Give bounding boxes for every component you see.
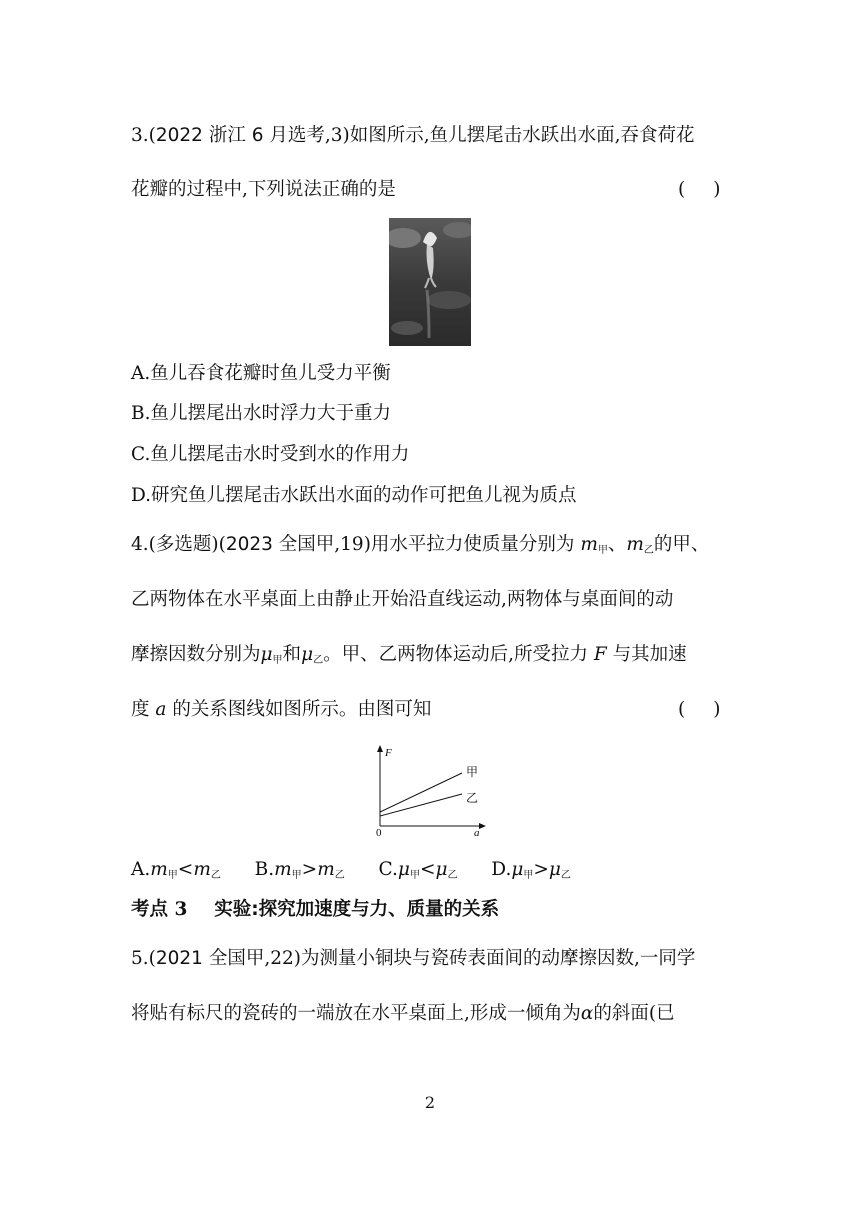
graph-label-f: F bbox=[385, 747, 392, 759]
graph-label-a: a bbox=[474, 827, 480, 838]
q3-option-b: B.鱼儿摆尾出水时浮力大于重力 bbox=[131, 403, 391, 424]
graph-label-origin: 0 bbox=[376, 827, 382, 838]
graph-line-jia bbox=[380, 773, 462, 812]
section-heading bbox=[131, 898, 499, 922]
q4-answer-parens: ( ) bbox=[678, 699, 721, 720]
q5-stem-line2: 将贴有标尺的瓷砖的一端放在水平桌面上,形成一倾角为α的斜面(已 bbox=[131, 1003, 675, 1024]
q4-option-d: $D.\mu_甲>\mu_乙$ bbox=[491, 859, 571, 881]
graph-line-yi bbox=[380, 794, 462, 816]
q5-stem-line1: 5.(2021 全国甲,22)为测量小铜块与瓷砖表面间的动摩擦因数,一同学 bbox=[131, 948, 696, 969]
q4-stem-line3: 摩擦因数分别为$\mu_甲$和$\mu_乙$。甲、乙两物体运动后,所受拉力 F 与其加速 bbox=[131, 644, 687, 666]
graph-y-arrow bbox=[377, 745, 383, 752]
q3-stem-line1 bbox=[131, 124, 695, 148]
graph-label-yi: 乙 bbox=[466, 791, 479, 805]
q4-option-a: $A.m_甲<m_乙$ bbox=[131, 859, 221, 881]
q4-stem-line1: 4.(多选题)(2023 全国甲,19)用水平拉力使质量分别为 $m_甲$、$m_乙$的甲、 bbox=[131, 534, 710, 556]
q3-answer-parens: ( ) bbox=[678, 179, 721, 200]
page-number: 2 bbox=[424, 1093, 436, 1112]
section-title: 实验:探究加速度与力、质量的关系 bbox=[214, 899, 500, 920]
q3-source: 2022 浙江 6 月选考 bbox=[155, 125, 325, 146]
q4-option-c: $C.\mu_甲<\mu_乙$ bbox=[378, 859, 458, 881]
q3-option-d: D.研究鱼儿摆尾击水跃出水面的动作可把鱼儿视为质点 bbox=[131, 485, 577, 506]
q3-option-a: A.鱼儿吞食花瓣时鱼儿受力平衡 bbox=[131, 363, 391, 384]
fish-lotus-photo bbox=[389, 218, 471, 346]
section-label: 考点 3 bbox=[131, 899, 188, 920]
graph-x-arrow bbox=[479, 823, 486, 829]
q4-stem-line2: 乙两物体在水平桌面上由静止开始沿直线运动,两物体与桌面间的动 bbox=[131, 589, 674, 610]
q3-option-c: C.鱼儿摆尾击水时受到水的作用力 bbox=[131, 444, 410, 465]
graph-label-jia: 甲 bbox=[466, 765, 479, 779]
q3-stem-line2: 花瓣的过程中,下列说法正确的是 bbox=[131, 179, 396, 200]
q4-stem-line4: 度 a 的关系图线如图所示。由图可知 bbox=[131, 699, 432, 720]
q4-option-b: $B.m_甲>m_乙$ bbox=[254, 859, 345, 881]
q4-options bbox=[131, 858, 571, 888]
q3-stem-text: ,3)如图所示,鱼儿摆尾击水跃出水面,吞食荷花 bbox=[324, 125, 695, 146]
q4-source: 2023 全国甲 bbox=[225, 534, 335, 555]
q3-number: 3.( bbox=[131, 125, 156, 146]
q5-source: 2021 全国甲 bbox=[155, 948, 265, 969]
force-acceleration-graph bbox=[360, 742, 490, 838]
